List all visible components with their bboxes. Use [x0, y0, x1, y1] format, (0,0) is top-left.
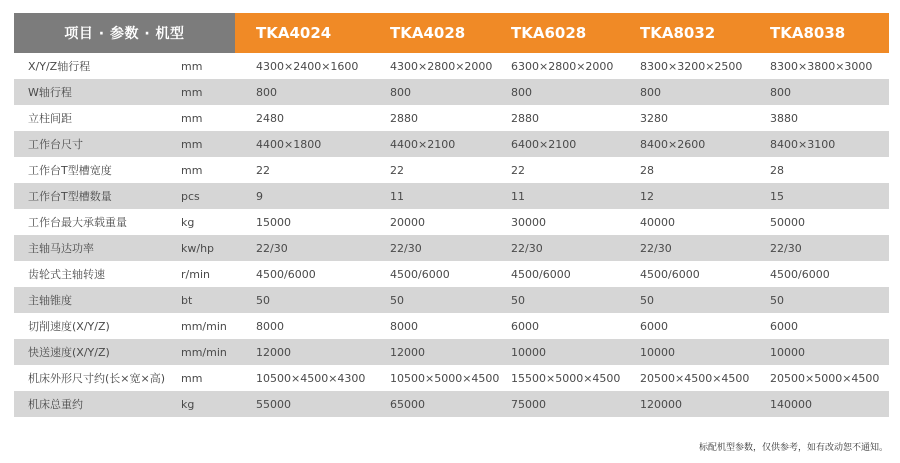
value-cell: 10500×5000×4500: [390, 371, 500, 385]
value-cell: 6000: [770, 319, 798, 333]
table-header: [14, 13, 889, 53]
value-cell: 22: [511, 163, 525, 177]
value-cell: 9: [256, 189, 263, 203]
row-unit: r/min: [181, 267, 210, 281]
row-name: 主轴马达功率: [28, 242, 94, 255]
row-unit: kg: [181, 215, 195, 229]
header-label: 项目 · 参数 · 机型: [14, 13, 235, 53]
row-name: 立柱间距: [28, 112, 72, 125]
table-row: [14, 339, 889, 365]
value-cell: 75000: [511, 397, 546, 411]
value-cell: 10000: [640, 345, 675, 359]
row-unit: mm: [181, 111, 203, 125]
value-cell: 140000: [770, 397, 812, 411]
model-header-3: TKA8032: [640, 24, 716, 42]
value-cell: 11: [511, 189, 525, 203]
value-cell: 6000: [640, 319, 668, 333]
value-cell: 800: [390, 85, 411, 99]
value-cell: 40000: [640, 215, 675, 229]
value-cell: 4500/6000: [390, 267, 450, 281]
value-cell: 20000: [390, 215, 425, 229]
value-cell: 6400×2100: [511, 137, 577, 151]
model-header-0: TKA4024: [256, 24, 332, 42]
value-cell: 15: [770, 189, 784, 203]
value-cell: 4500/6000: [770, 267, 830, 281]
value-cell: 8300×3800×3000: [770, 59, 873, 73]
value-cell: 28: [770, 163, 784, 177]
value-cell: 3880: [770, 111, 798, 125]
value-cell: 8400×3100: [770, 137, 836, 151]
value-cell: 4400×2100: [390, 137, 456, 151]
value-cell: 2880: [511, 111, 539, 125]
model-header-4: TKA8038: [770, 24, 846, 42]
row-name: W轴行程: [28, 86, 72, 99]
footnote: 标配机型参数，仅供参考，如有改动恕不通知。: [698, 443, 888, 453]
table-row: [14, 261, 889, 287]
value-cell: 50: [770, 293, 784, 307]
row-unit: mm: [181, 137, 203, 151]
value-cell: 20500×4500×4500: [640, 371, 750, 385]
value-cell: 800: [640, 85, 661, 99]
row-unit: kg: [181, 397, 195, 411]
value-cell: 2480: [256, 111, 284, 125]
value-cell: 10000: [770, 345, 805, 359]
value-cell: 12000: [390, 345, 425, 359]
table-row: [14, 365, 889, 391]
table-row: [14, 79, 889, 105]
value-cell: 28: [640, 163, 654, 177]
row-unit: mm: [181, 163, 203, 177]
value-cell: 22/30: [511, 241, 543, 255]
row-unit: mm: [181, 85, 203, 99]
value-cell: 6300×2800×2000: [511, 59, 614, 73]
value-cell: 22: [390, 163, 404, 177]
row-unit: bt: [181, 293, 193, 307]
table-body: [14, 53, 889, 417]
value-cell: 65000: [390, 397, 425, 411]
value-cell: 50: [640, 293, 654, 307]
row-name: 工作台T型槽数量: [28, 190, 112, 203]
table-row: [14, 131, 889, 157]
row-name: 工作台最大承载重量: [28, 216, 127, 229]
header-models: [235, 13, 889, 53]
value-cell: 2880: [390, 111, 418, 125]
table-row: [14, 157, 889, 183]
row-name: 机床总重约: [28, 398, 83, 411]
value-cell: 4400×1800: [256, 137, 322, 151]
value-cell: 4300×2800×2000: [390, 59, 493, 73]
table-row: [14, 209, 889, 235]
value-cell: 50: [390, 293, 404, 307]
table-row: [14, 313, 889, 339]
value-cell: 12: [640, 189, 654, 203]
value-cell: 15500×5000×4500: [511, 371, 621, 385]
value-cell: 800: [770, 85, 791, 99]
value-cell: 22/30: [770, 241, 802, 255]
row-name: 机床外形尺寸约(长×宽×高): [28, 372, 166, 385]
value-cell: 55000: [256, 397, 291, 411]
value-cell: 8300×3200×2500: [640, 59, 743, 73]
row-unit: mm/min: [181, 319, 227, 333]
value-cell: 22/30: [256, 241, 288, 255]
row-name: 主轴锥度: [28, 294, 72, 307]
value-cell: 22: [256, 163, 270, 177]
value-cell: 15000: [256, 215, 291, 229]
table-row: [14, 53, 889, 79]
value-cell: 3280: [640, 111, 668, 125]
value-cell: 30000: [511, 215, 546, 229]
table-row: [14, 183, 889, 209]
value-cell: 22/30: [390, 241, 422, 255]
table-row: [14, 235, 889, 261]
value-cell: 4300×2400×1600: [256, 59, 359, 73]
value-cell: 50: [256, 293, 270, 307]
row-name: X/Y/Z轴行程: [28, 60, 91, 73]
row-name: 工作台T型槽宽度: [28, 164, 112, 177]
value-cell: 8000: [256, 319, 284, 333]
value-cell: 11: [390, 189, 404, 203]
table-row: [14, 105, 889, 131]
value-cell: 12000: [256, 345, 291, 359]
row-name: 切削速度(X/Y/Z): [28, 320, 110, 333]
table-row: [14, 391, 889, 417]
row-unit: mm: [181, 59, 203, 73]
table-row: [14, 287, 889, 313]
row-unit: mm/min: [181, 345, 227, 359]
value-cell: 800: [511, 85, 532, 99]
row-unit: kw/hp: [181, 241, 215, 255]
value-cell: 8400×2600: [640, 137, 706, 151]
value-cell: 22/30: [640, 241, 672, 255]
row-unit: pcs: [181, 189, 200, 203]
value-cell: 10500×4500×4300: [256, 371, 366, 385]
model-header-1: TKA4028: [390, 24, 466, 42]
spec-table: [14, 13, 889, 417]
value-cell: 4500/6000: [256, 267, 316, 281]
row-name: 快送速度(X/Y/Z): [28, 346, 110, 359]
value-cell: 120000: [640, 397, 682, 411]
row-name: 工作台尺寸: [28, 138, 83, 151]
value-cell: 6000: [511, 319, 539, 333]
value-cell: 10000: [511, 345, 546, 359]
value-cell: 50000: [770, 215, 805, 229]
value-cell: 4500/6000: [640, 267, 700, 281]
value-cell: 8000: [390, 319, 418, 333]
model-header-2: TKA6028: [511, 24, 587, 42]
row-unit: mm: [181, 371, 203, 385]
value-cell: 4500/6000: [511, 267, 571, 281]
value-cell: 20500×5000×4500: [770, 371, 880, 385]
row-name: 齿轮式主轴转速: [28, 268, 105, 281]
value-cell: 800: [256, 85, 277, 99]
value-cell: 50: [511, 293, 525, 307]
